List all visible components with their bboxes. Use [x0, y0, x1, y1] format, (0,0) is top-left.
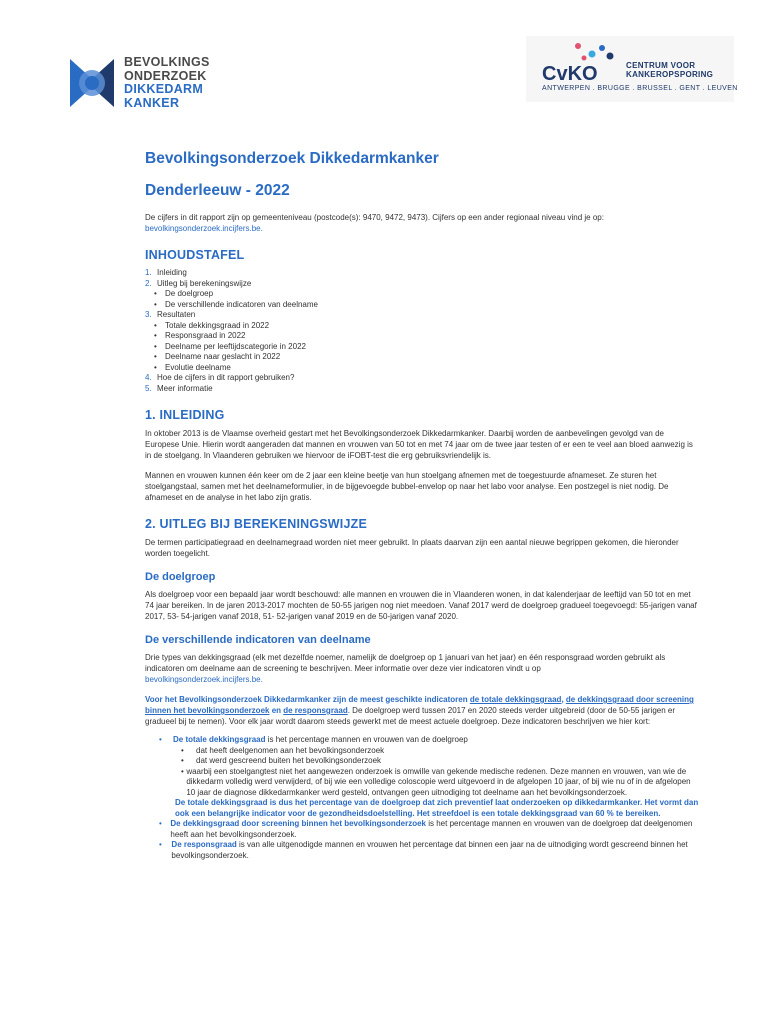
toc-subitem[interactable]: • Evolutie deelname	[154, 362, 231, 372]
report-subtitle: Denderleeuw - 2022	[145, 182, 290, 199]
logo-line-1: BEVOLKINGS	[124, 55, 210, 69]
section-1-paragraph-2: Mannen en vrouwen kunnen één keer om de 2 jaar een kleine beetje van hun stoelgang afnemen met de toegestuurde afnameset. Ze sturen het stoelgangstaal, samen met het deelnameformulier, in de bijgevoegde bubbel-envelop op naar het labo voor analyse. Een postzegel is niet nodig. De afnameset en de analyse in het labo zijn gratis.	[145, 471, 669, 502]
toc-subitem[interactable]: • De verschillende indicatoren van deelname	[154, 299, 318, 309]
doelgroep-paragraph: Als doelgroep voor een bepaald jaar wordt beschouwd: alle mannen en vrouwen die in Vlaanderen wonen, in dat kalenderjaar de leeftijd van 50 tot en met 74 jaar bereiken. In de jaren 2013-2017 mochten de 50-55 jarigen nog niet meedoen. Vanaf 2017 werd de doelgroep gradueel toegevoegd: 55-jarigen vanaf 2017, 53- 54-jarigen vanaf 2018, 51- 52-jarigen vanaf 2019 en de 50-jarigen vanaf 2020.	[145, 590, 697, 621]
report-content	[145, 150, 700, 861]
cvko-mark-icon	[540, 42, 625, 84]
intro-paragraph	[145, 212, 700, 234]
cvko-logo	[526, 36, 738, 102]
toc-item-5[interactable]: 5. Meer informatie	[145, 383, 213, 393]
cvko-brand-text: CvKO	[542, 63, 598, 84]
link-responsgraad[interactable]: de responsgraad	[283, 706, 348, 715]
table-of-contents	[145, 268, 700, 394]
logo-line-3: DIKKEDARM	[124, 82, 204, 96]
link-totale-dekkingsgraad[interactable]: de totale dekkingsgraad	[469, 695, 562, 704]
list-subitem: • waarbij een stoelgangtest niet het aangewezen onderzoek is omwille van gekende medische redenen. Deze mannen en vrouwen, van wie de dikkedarm volledig werd verwijderd, of bij wie een volledige coloscopie werd uitgevoerd in de afgelopen 10 jaar, of bij wie nu of in de afgelopen 10 jaar de diagnose dikkedarmkanker werd gesteld, ontvangen geen uitnodiging tot deelname aan het bevolkingsonderzoek.	[181, 766, 691, 797]
toc-item-2[interactable]: 2. Uitleg bij berekeningswijze	[145, 278, 252, 288]
toc-heading: INHOUDSTAFEL	[145, 248, 245, 262]
indicatoren-paragraph: Drie types van dekkingsgraad (elk met dezelfde noemer, namelijk de doelgroep op 1 januari van het jaar) en één responsgraad worden gebruikt als indicatoren om deelname aan de screening te beschrijven. Meer informatie over deze vier indicatoren vindt u op bevolkingsonderzoek.incijfers.be.	[145, 653, 666, 684]
indicatoren-summary: Voor het Bevolkingsonderzoek Dikkedarmkanker zijn de meest geschikte indicatoren de totale dekkingsgraad, de dekkingsgraad door screening binnen het bevolkingsonderzoek en de responsgraad. De doelgroep werd tussen 2017 en 2020 steeds verder uitgebreid (door de 50-55 jarigen er gradueel bij te nemen). Voor elk jaar wordt daarom steeds gewerkt met de meest actuele doelgroep. Deze indicatoren beschrijven we hier kort:	[145, 695, 694, 726]
list-item-dekkingsgraad-screening: • De dekkingsgraad door screening binnen het bevolkingsonderzoek is het percentage mannen en vrouwen van de doelgroep dat deelgenomen heeft aan het bevolkingsonderzoek.	[159, 819, 693, 839]
toc-subitem[interactable]: • Responsgraad in 2022	[154, 331, 246, 340]
report-title: Bevolkingsonderzoek Dikkedarmkanker	[145, 150, 439, 167]
logo-line-4: KANKER	[124, 95, 180, 110]
toc-item-3[interactable]: 3. Resultaten	[145, 310, 196, 319]
section-2-heading: 2. UITLEG BIJ BEREKENINGSWIJZE	[145, 517, 368, 531]
indicatoren-link[interactable]: bevolkingsonderzoek.incijfers.be.	[145, 675, 263, 684]
intro-link[interactable]: bevolkingsonderzoek.incijfers.be.	[145, 224, 263, 233]
toc-subitem[interactable]: • Deelname naar geslacht in 2022	[154, 352, 281, 361]
cvko-name-line-1: CENTRUM VOOR	[626, 61, 696, 70]
toc-subitem[interactable]: • De doelgroep	[154, 289, 214, 298]
doelgroep-heading: De doelgroep	[145, 571, 216, 583]
bowtie-logo-icon	[68, 55, 116, 111]
list-subitem: • dat werd gescreend buiten het bevolkingsonderzoek	[181, 756, 382, 765]
toc-subitem[interactable]: • Deelname per leeftijdscategorie in 2022	[154, 341, 306, 351]
list-item-responsgraad: • De responsgraad is van alle uitgenodigde mannen en vrouwen het percentage dat binnen een jaar na de uitnodiging wordt gescreend binnen het bevolkingsonderzoek.	[159, 840, 688, 860]
section-1-heading: 1. INLEIDING	[145, 408, 225, 422]
toc-item-1[interactable]: 1. Inleiding	[145, 268, 187, 277]
indicator-list	[145, 735, 700, 861]
totale-dekkingsgraad-note: De totale dekkingsgraad is dus het percentage van de doelgroep dat zich preventief laat onderzoeken op dikkedarmkanker. Het vormt dan ook een belangrijke indicator voor de gezondheidsdoelstelling. Het streefdoel is een totale dekkingsgraad van 60 % te bereiken.	[175, 798, 699, 818]
list-item-totale-dekkingsgraad: • De totale dekkingsgraad is het percentage mannen en vrouwen van de doelgroep	[159, 735, 468, 744]
indicatoren-heading: De verschillende indicatoren van deelname	[145, 634, 371, 646]
section-1-paragraph-1: In oktober 2013 is de Vlaamse overheid gestart met het Bevolkingsonderzoek Dikkedarmkanker. Daarbij worden de aanbevelingen gevolgd van de Europese Unie. Hierin wordt aangeraden dat mannen en vrouwen van 50 tot en met 74 jaar om de twee jaar testen of er een te veel aan bloed aanwezig is in de stoelgang. In Vlaanderen gebruiken we hiervoor de iFOBT-test die erg gebruiksvriendelijk is.	[145, 429, 693, 460]
link-dekkingsgraad-screening[interactable]: de dekkingsgraad door screening binnen het bevolkingsonderzoek	[145, 695, 694, 715]
cvko-name-line-2: KANKEROPSPORING	[626, 70, 714, 79]
toc-item-4[interactable]: 4. Hoe de cijfers in dit rapport gebruiken?	[145, 373, 295, 382]
cvko-cities: ANTWERPEN . BRUGGE . BRUSSEL . GENT . LEUVEN	[542, 85, 738, 92]
toc-subitem[interactable]: • Totale dekkingsgraad in 2022	[154, 320, 270, 330]
bevolkingsonderzoek-logo	[68, 55, 210, 111]
logo-line-2: ONDERZOEK	[124, 68, 207, 83]
intro-text: De cijfers in dit rapport zijn op gemeenteniveau (postcode(s): 9470, 9472, 9473). Cijfers op een ander regionaal niveau vind je op:	[145, 213, 604, 222]
list-subitem: • dat heeft deelgenomen aan het bevolkingsonderzoek	[181, 745, 385, 755]
section-2-paragraph-1: De termen participatiegraad en deelnamegraad worden niet meer gebruikt. In plaats daarvan zijn een aantal nieuwe begrippen gekomen, die hieronder worden toegelicht.	[145, 538, 679, 558]
